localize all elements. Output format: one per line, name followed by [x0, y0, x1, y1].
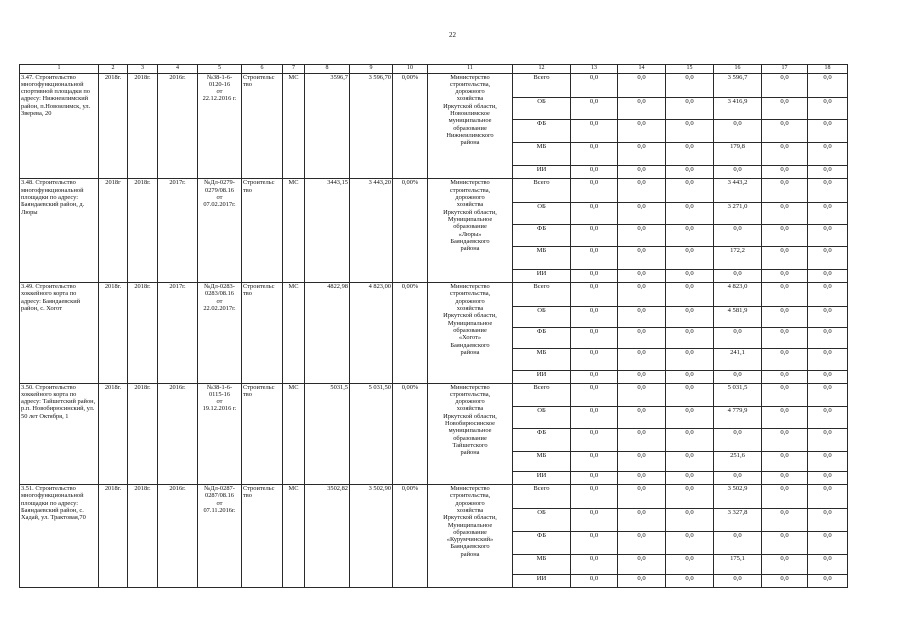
amount-cell: 0,0 — [808, 472, 848, 485]
amount-cell: 0,0 — [714, 472, 762, 485]
document-cell: №38-1-6- 0120-16 от 22.12.2016 г. — [198, 73, 242, 179]
mc-cell: МС — [283, 73, 305, 179]
amount-cell: 0,0 — [762, 270, 808, 283]
funding-source-cell: ИИ — [513, 472, 571, 485]
amount-cell: 0,0 — [571, 270, 618, 283]
amount-cell: 0,0 — [618, 574, 666, 587]
project-name-cell: 3.50. Строительство хоккейного корта по адресу: Тайшетский район, р.п. Новобирюсинский, ул. 50 лет Октября, 1 — [20, 383, 99, 485]
organization-cell: Министерство строительства, дорожного хозяйства Иркутской области, Муниципальное образование «Курумчинский» Баяндаевского района — [428, 485, 513, 588]
project-name-cell: 3.47. Строительство многофункциональной спортивной площадки по адресу: Нижнеилимский район, п.Новоилимск, ул. Зверева, 20 — [20, 73, 99, 179]
amount-cell: 0,0 — [666, 179, 714, 203]
column-number-cell: 5 — [198, 65, 242, 74]
amount-cell: 0,0 — [618, 307, 666, 328]
amount-cell: 0,0 — [618, 283, 666, 307]
table-row — [20, 283, 848, 307]
amount-cell: 0,0 — [762, 406, 808, 429]
amount-cell: 0,0 — [666, 452, 714, 472]
doc-year-cell: 2017г. — [158, 283, 198, 383]
funding-source-cell: ФБ — [513, 225, 571, 247]
amount-cell: 0,0 — [762, 509, 808, 532]
amount-cell: 0,0 — [571, 383, 618, 406]
amount-cell: 0,0 — [714, 327, 762, 348]
end-year-cell: 2018г. — [128, 383, 158, 485]
organization-cell: Министерство строительства, дорожного хозяйства Иркутской области, Новоилимское муниципальное образование Нижнеилимского района — [428, 73, 513, 179]
project-name-cell: 3.51. Строительство многофункциональной площадки по адресу: Баяндаевский район, с. Хадай, ул. Трактовая,70 — [20, 485, 99, 588]
estimated-cost-cell: 3443,15 — [305, 179, 350, 283]
percent-cell: 0,00% — [393, 283, 428, 383]
amount-cell: 0,0 — [762, 554, 808, 574]
funding-source-cell: ФБ — [513, 327, 571, 348]
amount-cell: 0,0 — [618, 225, 666, 247]
funding-source-cell: ФБ — [513, 429, 571, 452]
amount-cell: 0,0 — [618, 143, 666, 166]
organization-cell: Министерство строительства, дорожного хозяйства Иркутской области, Муниципальное образование «Хогот» Баяндаевского района — [428, 283, 513, 383]
amount-cell: 0,0 — [762, 73, 808, 97]
mc-cell: МС — [283, 283, 305, 383]
percent-cell: 0,00% — [393, 383, 428, 485]
amount-cell: 0,0 — [571, 554, 618, 574]
amount-cell: 0,0 — [666, 120, 714, 143]
amount-cell: 0,0 — [571, 532, 618, 555]
column-number-cell: 2 — [99, 65, 128, 74]
amount-cell: 0,0 — [762, 97, 808, 120]
amount-cell: 0,0 — [618, 247, 666, 270]
end-year-cell: 2018г. — [128, 485, 158, 588]
amount-cell: 0,0 — [808, 270, 848, 283]
amount-cell: 0,0 — [762, 327, 808, 348]
amount-cell: 0,0 — [762, 120, 808, 143]
amount-cell: 0,0 — [571, 97, 618, 120]
funding-source-cell: МБ — [513, 247, 571, 270]
estimated-cost-cell: 3596,7 — [305, 73, 350, 179]
amount-cell: 0,0 — [808, 73, 848, 97]
amount-cell: 0,0 — [808, 509, 848, 532]
amount-cell: 0,0 — [666, 532, 714, 555]
amount-cell: 0,0 — [618, 179, 666, 203]
amount-cell: 0,0 — [666, 574, 714, 587]
doc-year-cell: 2016г. — [158, 485, 198, 588]
amount-cell: 0,0 — [618, 166, 666, 179]
cost-cell: 4 823,00 — [350, 283, 393, 383]
amount-cell: 0,0 — [762, 429, 808, 452]
amount-cell: 0,0 — [808, 429, 848, 452]
mc-cell: МС — [283, 485, 305, 588]
funding-source-cell: ИИ — [513, 166, 571, 179]
start-year-cell: 2018г. — [99, 283, 128, 383]
amount-cell: 0,0 — [762, 166, 808, 179]
amount-cell: 0,0 — [762, 307, 808, 328]
amount-cell: 0,0 — [666, 73, 714, 97]
amount-cell: 0,0 — [762, 383, 808, 406]
column-number-cell: 4 — [158, 65, 198, 74]
column-number-cell: 10 — [393, 65, 428, 74]
amount-cell: 0,0 — [714, 166, 762, 179]
funding-source-cell: ФБ — [513, 120, 571, 143]
amount-cell: 0,0 — [571, 143, 618, 166]
column-number-cell: 6 — [242, 65, 283, 74]
amount-cell: 0,0 — [618, 452, 666, 472]
amount-cell: 0,0 — [808, 143, 848, 166]
amount-cell: 0,0 — [666, 283, 714, 307]
amount-cell: 0,0 — [714, 270, 762, 283]
amount-cell: 0,0 — [618, 120, 666, 143]
funding-source-cell: МБ — [513, 452, 571, 472]
funding-source-cell: ОБ — [513, 509, 571, 532]
amount-cell: 0,0 — [762, 225, 808, 247]
mc-cell: МС — [283, 383, 305, 485]
start-year-cell: 2018г. — [99, 73, 128, 179]
work-type-cell: Строительс тво — [242, 485, 283, 588]
mc-cell: МС — [283, 179, 305, 283]
percent-cell: 0,00% — [393, 485, 428, 588]
funding-source-cell: МБ — [513, 143, 571, 166]
project-name-cell: 3.49. Строительство хоккейного корта по адресу: Баяндаевский район, с. Хогот — [20, 283, 99, 383]
amount-cell: 0,0 — [666, 327, 714, 348]
amount-cell: 0,0 — [571, 348, 618, 370]
amount-cell: 0,0 — [808, 348, 848, 370]
amount-cell: 0,0 — [666, 370, 714, 383]
amount-cell: 0,0 — [762, 348, 808, 370]
start-year-cell: 2018г — [99, 179, 128, 283]
column-number-cell: 9 — [350, 65, 393, 74]
amount-cell: 0,0 — [808, 179, 848, 203]
amount-cell: 0,0 — [618, 485, 666, 509]
page-number: 22 — [449, 31, 456, 39]
amount-cell: 0,0 — [808, 485, 848, 509]
amount-cell: 0,0 — [618, 429, 666, 452]
column-number-cell: 11 — [428, 65, 513, 74]
column-number-cell: 13 — [571, 65, 618, 74]
funding-source-cell: МБ — [513, 554, 571, 574]
doc-year-cell: 2017г. — [158, 179, 198, 283]
estimated-cost-cell: 5031,5 — [305, 383, 350, 485]
funding-source-cell: Всего — [513, 73, 571, 97]
amount-cell: 0,0 — [571, 307, 618, 328]
amount-cell: 0,0 — [666, 554, 714, 574]
funding-source-cell: Всего — [513, 179, 571, 203]
doc-year-cell: 2016г. — [158, 73, 198, 179]
end-year-cell: 2018г. — [128, 73, 158, 179]
column-number-cell: 3 — [128, 65, 158, 74]
doc-year-cell: 2016г. — [158, 383, 198, 485]
amount-cell: 0,0 — [714, 225, 762, 247]
amount-cell: 0,0 — [762, 452, 808, 472]
amount-cell: 0,0 — [618, 532, 666, 555]
amount-cell: 0,0 — [762, 472, 808, 485]
amount-cell: 0,0 — [666, 429, 714, 452]
funding-source-cell: ФБ — [513, 532, 571, 555]
estimated-cost-cell: 4822,98 — [305, 283, 350, 383]
amount-cell: 0,0 — [618, 370, 666, 383]
amount-cell: 0,0 — [808, 307, 848, 328]
amount-cell: 0,0 — [808, 370, 848, 383]
amount-cell: 0,0 — [808, 406, 848, 429]
amount-cell: 0,0 — [571, 225, 618, 247]
amount-cell: 0,0 — [808, 225, 848, 247]
amount-cell: 241,1 — [714, 348, 762, 370]
amount-cell: 0,0 — [808, 283, 848, 307]
amount-cell: 0,0 — [571, 574, 618, 587]
amount-cell: 0,0 — [571, 247, 618, 270]
amount-cell: 0,0 — [808, 120, 848, 143]
amount-cell: 0,0 — [762, 485, 808, 509]
amount-cell: 0,0 — [571, 179, 618, 203]
end-year-cell: 2018г. — [128, 179, 158, 283]
program-table — [19, 64, 848, 588]
amount-cell: 0,0 — [666, 247, 714, 270]
amount-cell: 5 031,5 — [714, 383, 762, 406]
amount-cell: 0,0 — [714, 574, 762, 587]
amount-cell: 0,0 — [571, 166, 618, 179]
column-number-cell: 16 — [714, 65, 762, 74]
amount-cell: 0,0 — [762, 370, 808, 383]
amount-cell: 0,0 — [666, 97, 714, 120]
amount-cell: 0,0 — [762, 247, 808, 270]
amount-cell: 0,0 — [666, 485, 714, 509]
column-number-cell: 1 — [20, 65, 99, 74]
amount-cell: 0,0 — [714, 532, 762, 555]
amount-cell: 0,0 — [666, 383, 714, 406]
cost-cell: 5 031,50 — [350, 383, 393, 485]
amount-cell: 0,0 — [618, 509, 666, 532]
work-type-cell: Строительс тво — [242, 179, 283, 283]
funding-source-cell: Всего — [513, 383, 571, 406]
project-name-cell: 3.48. Строительство многофункциональной площадки по адресу: Баяндаевский район, д. Люры — [20, 179, 99, 283]
amount-cell: 175,1 — [714, 554, 762, 574]
amount-cell: 3 327,8 — [714, 509, 762, 532]
amount-cell: 0,0 — [808, 203, 848, 225]
funding-source-cell: ИИ — [513, 270, 571, 283]
document-cell: №Дл-0283- 0283/08.16 от 22.02.2017г. — [198, 283, 242, 383]
amount-cell: 0,0 — [762, 143, 808, 166]
work-type-cell: Строительс тво — [242, 383, 283, 485]
amount-cell: 0,0 — [714, 429, 762, 452]
document-cell: №38-1-6- 0115-16 от 19.12.2016 г. — [198, 383, 242, 485]
amount-cell: 0,0 — [808, 574, 848, 587]
amount-cell: 0,0 — [666, 307, 714, 328]
organization-cell: Министерство строительства, дорожного хозяйства Иркутской области, Муниципальное образование «Люры» Баяндаевского района — [428, 179, 513, 283]
amount-cell: 0,0 — [571, 429, 618, 452]
amount-cell: 0,0 — [666, 270, 714, 283]
amount-cell: 0,0 — [762, 532, 808, 555]
funding-source-cell: ОБ — [513, 406, 571, 429]
amount-cell: 0,0 — [666, 166, 714, 179]
amount-cell: 0,0 — [714, 370, 762, 383]
funding-source-cell: ОБ — [513, 97, 571, 120]
amount-cell: 179,8 — [714, 143, 762, 166]
amount-cell: 0,0 — [808, 452, 848, 472]
amount-cell: 172,2 — [714, 247, 762, 270]
table-row — [20, 179, 848, 203]
amount-cell: 0,0 — [571, 509, 618, 532]
amount-cell: 0,0 — [618, 383, 666, 406]
amount-cell: 0,0 — [571, 406, 618, 429]
amount-cell: 0,0 — [618, 73, 666, 97]
amount-cell: 0,0 — [571, 485, 618, 509]
amount-cell: 0,0 — [762, 574, 808, 587]
funding-source-cell: Всего — [513, 485, 571, 509]
column-number-cell: 8 — [305, 65, 350, 74]
amount-cell: 3 271,0 — [714, 203, 762, 225]
column-number-cell: 17 — [762, 65, 808, 74]
amount-cell: 0,0 — [666, 472, 714, 485]
amount-cell: 0,0 — [808, 327, 848, 348]
column-number-row — [20, 65, 848, 74]
table-row — [20, 383, 848, 406]
amount-cell: 0,0 — [666, 509, 714, 532]
amount-cell: 0,0 — [762, 283, 808, 307]
amount-cell: 0,0 — [762, 203, 808, 225]
funding-source-cell: ОБ — [513, 203, 571, 225]
amount-cell: 4 779,9 — [714, 406, 762, 429]
start-year-cell: 2018г. — [99, 485, 128, 588]
column-number-cell: 14 — [618, 65, 666, 74]
amount-cell: 0,0 — [666, 406, 714, 429]
amount-cell: 0,0 — [571, 452, 618, 472]
amount-cell: 3 596,7 — [714, 73, 762, 97]
amount-cell: 4 823,0 — [714, 283, 762, 307]
amount-cell: 0,0 — [571, 120, 618, 143]
column-number-cell: 18 — [808, 65, 848, 74]
amount-cell: 3 416,9 — [714, 97, 762, 120]
funding-source-cell: ИИ — [513, 574, 571, 587]
column-number-cell: 15 — [666, 65, 714, 74]
table-row — [20, 485, 848, 509]
percent-cell: 0,00% — [393, 179, 428, 283]
funding-source-cell: Всего — [513, 283, 571, 307]
work-type-cell: Строительс тво — [242, 283, 283, 383]
cost-cell: 3 596,70 — [350, 73, 393, 179]
amount-cell: 0,0 — [618, 348, 666, 370]
amount-cell: 3 502,9 — [714, 485, 762, 509]
document-cell: №Дл-0287- 0287/08.16 от 07.11.2016г. — [198, 485, 242, 588]
amount-cell: 0,0 — [808, 166, 848, 179]
amount-cell: 0,0 — [666, 348, 714, 370]
amount-cell: 0,0 — [618, 406, 666, 429]
amount-cell: 0,0 — [571, 327, 618, 348]
end-year-cell: 2018г. — [128, 283, 158, 383]
amount-cell: 0,0 — [714, 120, 762, 143]
amount-cell: 0,0 — [808, 247, 848, 270]
work-type-cell: Строительс тво — [242, 73, 283, 179]
amount-cell: 0,0 — [808, 383, 848, 406]
document-cell: №Дл-0279- 0279/08.16 от 07.02.2017г. — [198, 179, 242, 283]
amount-cell: 0,0 — [808, 532, 848, 555]
column-number-cell: 7 — [283, 65, 305, 74]
amount-cell: 251,6 — [714, 452, 762, 472]
amount-cell: 0,0 — [666, 225, 714, 247]
cost-cell: 3 443,20 — [350, 179, 393, 283]
amount-cell: 4 581,9 — [714, 307, 762, 328]
column-number-cell: 12 — [513, 65, 571, 74]
amount-cell: 0,0 — [666, 203, 714, 225]
amount-cell: 0,0 — [808, 554, 848, 574]
cost-cell: 3 502,90 — [350, 485, 393, 588]
amount-cell: 0,0 — [618, 203, 666, 225]
amount-cell: 3 443,2 — [714, 179, 762, 203]
table-body — [20, 65, 848, 588]
amount-cell: 0,0 — [618, 472, 666, 485]
amount-cell: 0,0 — [618, 327, 666, 348]
amount-cell: 0,0 — [571, 203, 618, 225]
start-year-cell: 2018г. — [99, 383, 128, 485]
amount-cell: 0,0 — [571, 283, 618, 307]
amount-cell: 0,0 — [808, 97, 848, 120]
amount-cell: 0,0 — [618, 270, 666, 283]
amount-cell: 0,0 — [571, 370, 618, 383]
amount-cell: 0,0 — [571, 472, 618, 485]
amount-cell: 0,0 — [571, 73, 618, 97]
table-row — [20, 73, 848, 97]
estimated-cost-cell: 3502,82 — [305, 485, 350, 588]
percent-cell: 0,00% — [393, 73, 428, 179]
organization-cell: Министерство строительства, дорожного хозяйства Иркутской области, Новобирюсинское муниципальное образование Тайшетского района — [428, 383, 513, 485]
amount-cell: 0,0 — [618, 97, 666, 120]
funding-source-cell: ИИ — [513, 370, 571, 383]
funding-source-cell: МБ — [513, 348, 571, 370]
amount-cell: 0,0 — [618, 554, 666, 574]
amount-cell: 0,0 — [666, 143, 714, 166]
funding-source-cell: ОБ — [513, 307, 571, 328]
amount-cell: 0,0 — [762, 179, 808, 203]
